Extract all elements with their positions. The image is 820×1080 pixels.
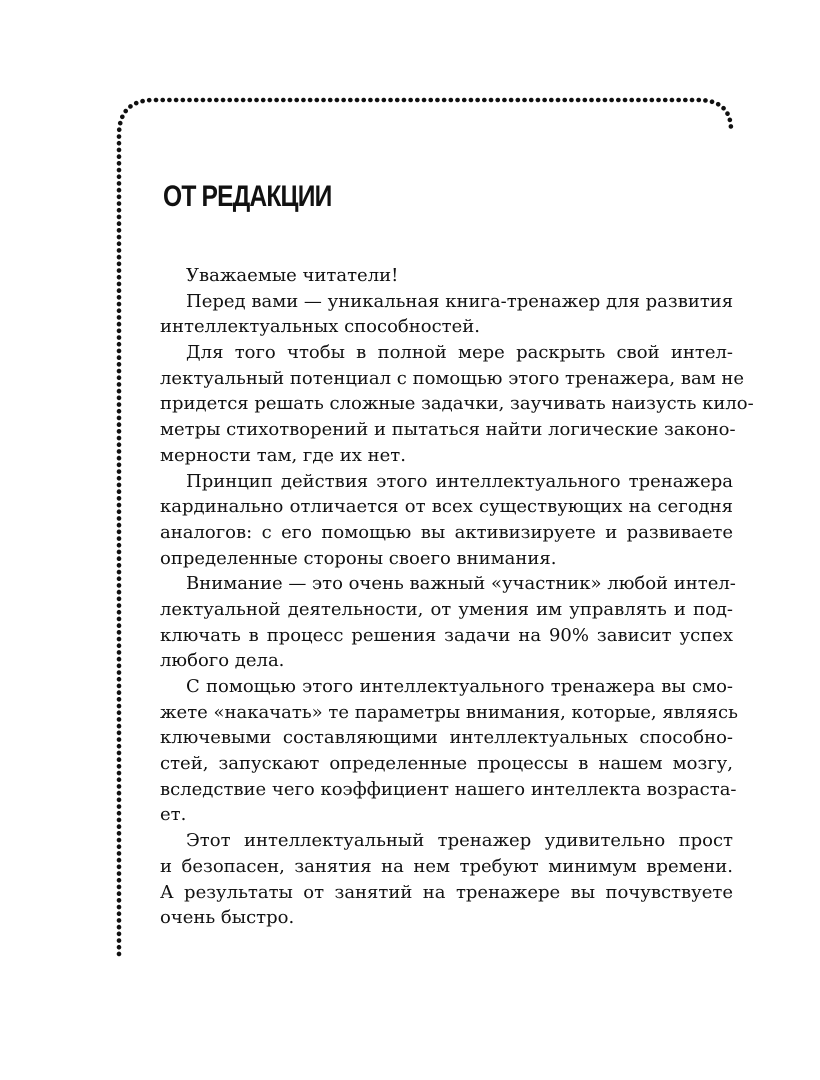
body-text <box>160 263 754 931</box>
text-line: Внимание — это очень важный «участник» любой интел- <box>186 573 736 595</box>
text-line: вследствие чего коэффициент нашего интеллекта возраста- <box>160 778 737 800</box>
text-line: ет. <box>160 804 187 826</box>
text-line: Перед вами — уникальная книга-тренажер для развития <box>186 290 734 312</box>
page-title: ОТ РЕДАКЦИИ <box>163 180 332 213</box>
text-line: любого дела. <box>160 650 285 672</box>
text-line: кардинально отличается от всех существующих на сегодня <box>160 496 733 518</box>
text-line: очень быстро. <box>160 907 295 929</box>
text-line: ключать в процесс решения задачи на 90% зависит успех <box>160 624 733 646</box>
text-line: лектуальный потенциал с помощью этого тренажера, вам не <box>160 367 745 389</box>
text-line: аналогов: с его помощью вы активизируете и развиваете <box>160 521 733 543</box>
text-line: метры стихотворений и пытаться найти логические законо- <box>160 419 736 441</box>
text-line: ключевыми составляющими интеллектуальных способно- <box>160 727 733 749</box>
text-line: стей, запускают определенные процессы в нашем мозгу, <box>160 753 733 775</box>
text-line: Для того чтобы в полной мере раскрыть свой интел- <box>186 342 733 364</box>
text-line: определенные стороны своего внимания. <box>160 547 557 569</box>
text-line: Уважаемые читатели! <box>186 265 399 286</box>
text-line: придется решать сложные задачки, заучивать наизусть кило- <box>160 393 754 415</box>
text-line: А результаты от занятий на тренажере вы почувствуете <box>160 881 733 903</box>
text-line: Принцип действия этого интеллектуального тренажера <box>186 470 733 492</box>
text-line: и безопасен, занятия на нем требуют минимум времени. <box>160 855 733 877</box>
text-line: Этот интеллектуальный тренажер удивительно прост <box>186 830 733 852</box>
text-line: жете «накачать» те параметры внимания, которые, являясь <box>160 701 738 723</box>
text-line: лектуальной деятельности, от умения им управлять и под- <box>160 598 733 620</box>
text-line: мерности там, где их нет. <box>160 444 406 466</box>
text-line: С помощью этого интеллектуального тренажера вы смо- <box>186 676 733 697</box>
text-line: интеллектуальных способностей. <box>160 316 481 338</box>
